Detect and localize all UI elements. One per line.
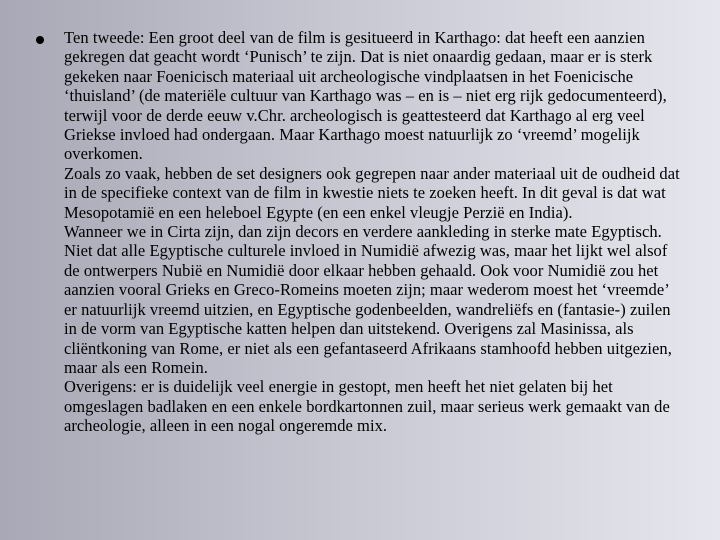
bullet-text	[64, 28, 684, 436]
paragraph-cirta: Wanneer we in Cirta zijn, dan zijn decors en verdere aankleding in sterke mate Egyptisch. Niet dat alle Egyptische culturele invloed in Numidië afwezig was, maar het lijkt wel alsof de ontwerpers Nubië en Numidië door elkaar hebben gehaald. Ook voor Numidië zou het aanzien vooral Grieks en Greco-Romeins moeten zijn; maar wederom moest het ‘vreemde’ er natuurlijk vreemd uitzien, en Egyptische godenbeelden, wandreliëfs en (fantasie-) zuilen in de vorm van Egyptische katten helpen dan uitstekend. Overigens zal Masinissa, als cliëntkoning van Rome, er niet als een gefantaseerd Afrikaans stamhoofd hebben uitgezien, maar als een Romein.	[64, 222, 672, 377]
bullet-dot-icon	[36, 36, 44, 44]
paragraph-overigens: Overigens: er is duidelijk veel energie in gestopt, men heeft het niet gelaten bij het omgeslagen badlaken en een enkele bordkartonnen zuil, maar serieus werk gemaakt van de archeologie, alleen in een nogal ongeremde mix.	[64, 377, 670, 436]
paragraph-karthago: Ten tweede: Een groot deel van de film is gesitueerd in Karthago: dat heeft een aanzien gekregen dat geacht wordt ‘Punisch’ te zijn. Dat is niet onaardig gedaan, maar er is sterk gekeken naar Foenicisch materiaal uit archeologische vindplaatsen in het Foenicische ‘thuisland’ (de materiële cultuur van Karthago was – en is – niet erg rijk gedocumenteerd), terwijl voor de derde eeuw v.Chr. archeologisch is geattesteerd dat Karthago al erg veel Griekse invloed had ondergaan. Maar Karthago moest natuurlijk zo ‘vreemd’ mogelijk overkomen.	[64, 28, 667, 164]
paragraph-set-designers: Zoals zo vaak, hebben de set designers ook gegrepen naar ander materiaal uit de oudheid dat in de specifieke context van de film in kwestie niets te zoeken heeft. In dit geval is dat wat Mesopotamië en een heleboel Egypte (en een enkel vleugje Perzië en India).	[64, 163, 680, 222]
